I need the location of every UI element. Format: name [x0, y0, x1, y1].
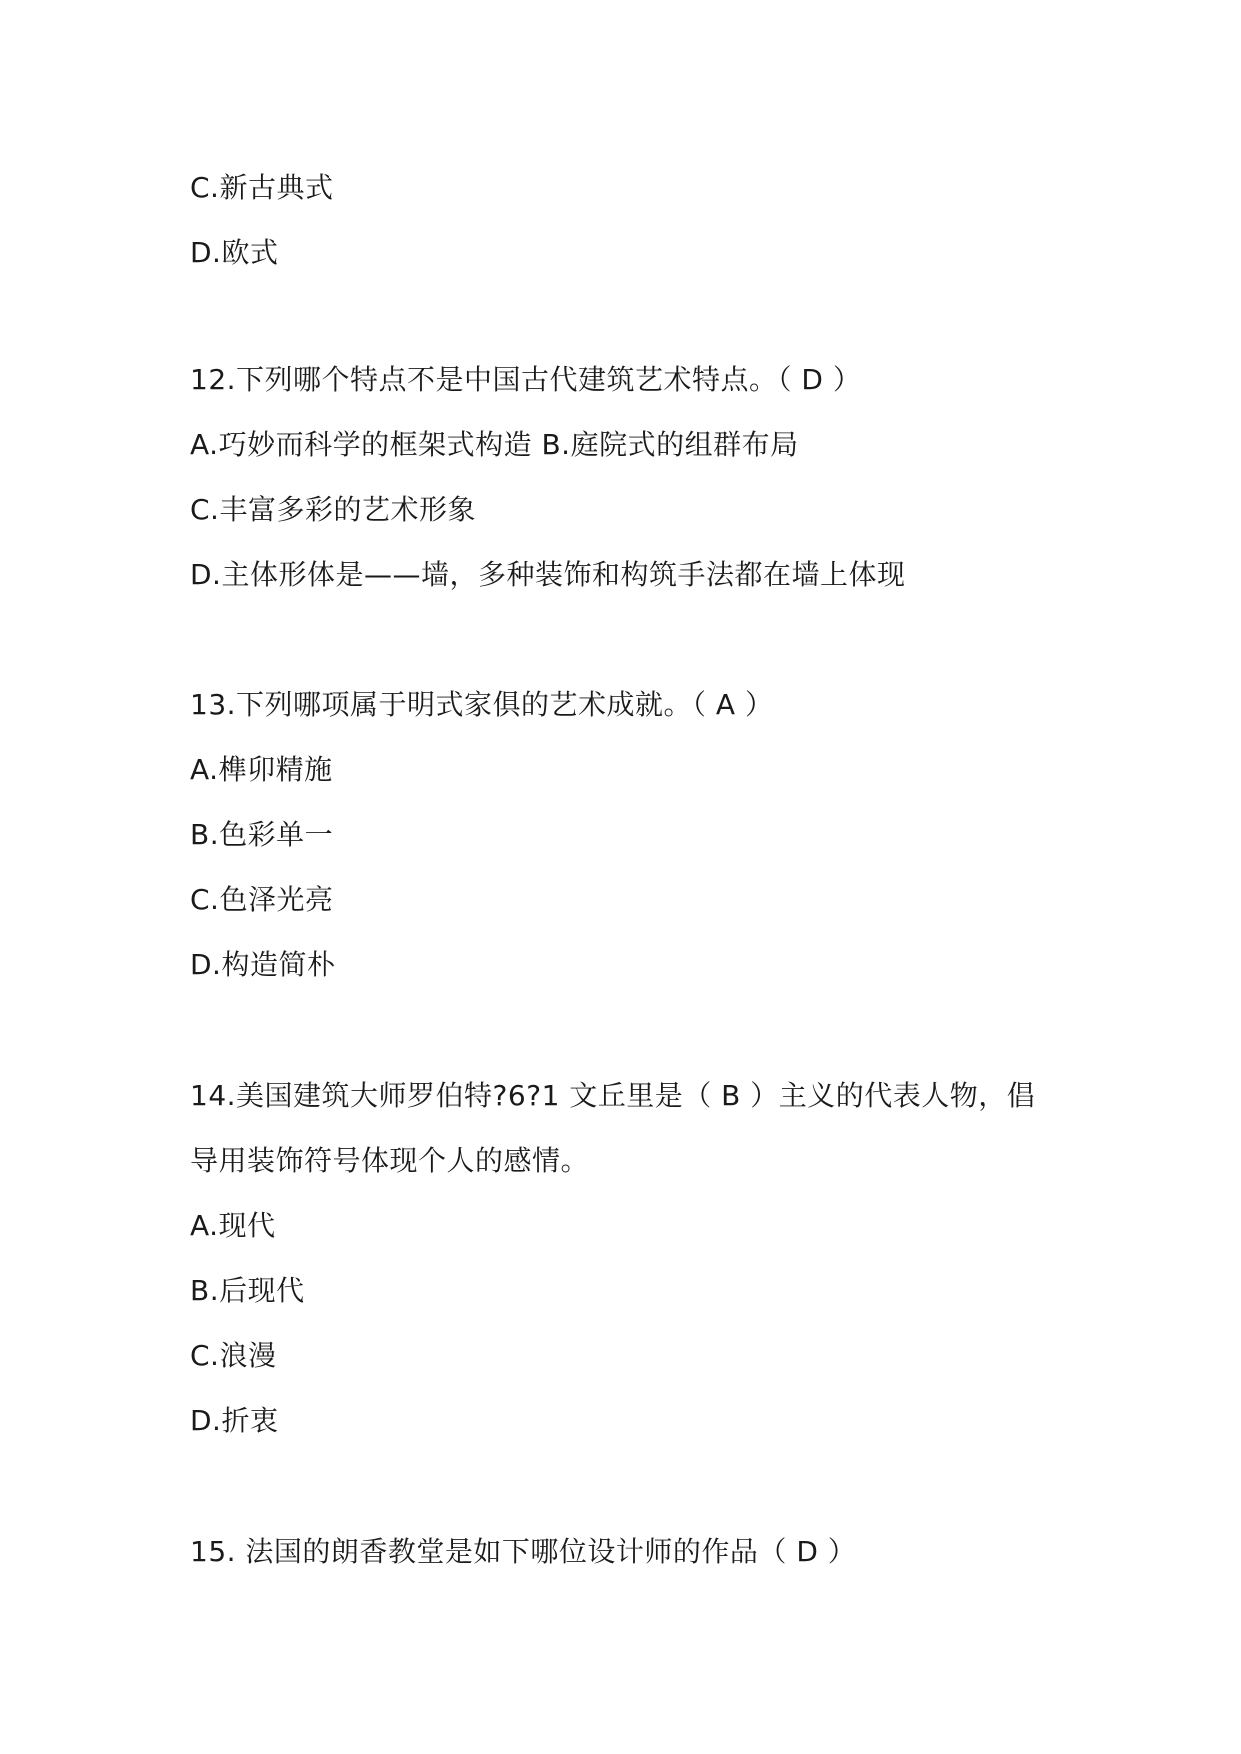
question-12-option-d: D.主体形体是——墙，多种装饰和构筑手法都在墙上体现	[190, 558, 906, 591]
option-d-line: D.欧式	[190, 236, 279, 269]
question-14-option-b: B.后现代	[190, 1274, 305, 1307]
question-13-option-d: D.构造简朴	[190, 948, 336, 981]
question-12-option-c: C.丰富多彩的艺术形象	[190, 493, 476, 526]
question-15: 15. 法国的朗香教堂是如下哪位设计师的作品（ D ）	[190, 1535, 857, 1568]
question-14-option-c: C.浪漫	[190, 1339, 277, 1372]
question-13-option-c: C.色泽光亮	[190, 883, 334, 916]
question-13: 13.下列哪项属于明式家俱的艺术成就。（ A ）	[190, 688, 774, 721]
question-12-option-ab: A.巧妙而科学的框架式构造 B.庭院式的组群布局	[190, 428, 799, 461]
question-13-option-b: B.色彩单一	[190, 818, 334, 851]
question-12: 12.下列哪个特点不是中国古代建筑艺术特点。（ D ）	[190, 363, 862, 396]
question-14-continuation: 导用装饰符号体现个人的感情。	[190, 1144, 590, 1177]
question-14: 14.美国建筑大师罗伯特?6?1 文丘里是（ B ）主义的代表人物，倡	[190, 1079, 1036, 1112]
question-13-option-a: A.榫卯精施	[190, 753, 333, 786]
question-14-option-a: A.现代	[190, 1209, 276, 1242]
option-c-line: C.新古典式	[190, 171, 334, 204]
question-14-option-d: D.折衷	[190, 1404, 279, 1437]
